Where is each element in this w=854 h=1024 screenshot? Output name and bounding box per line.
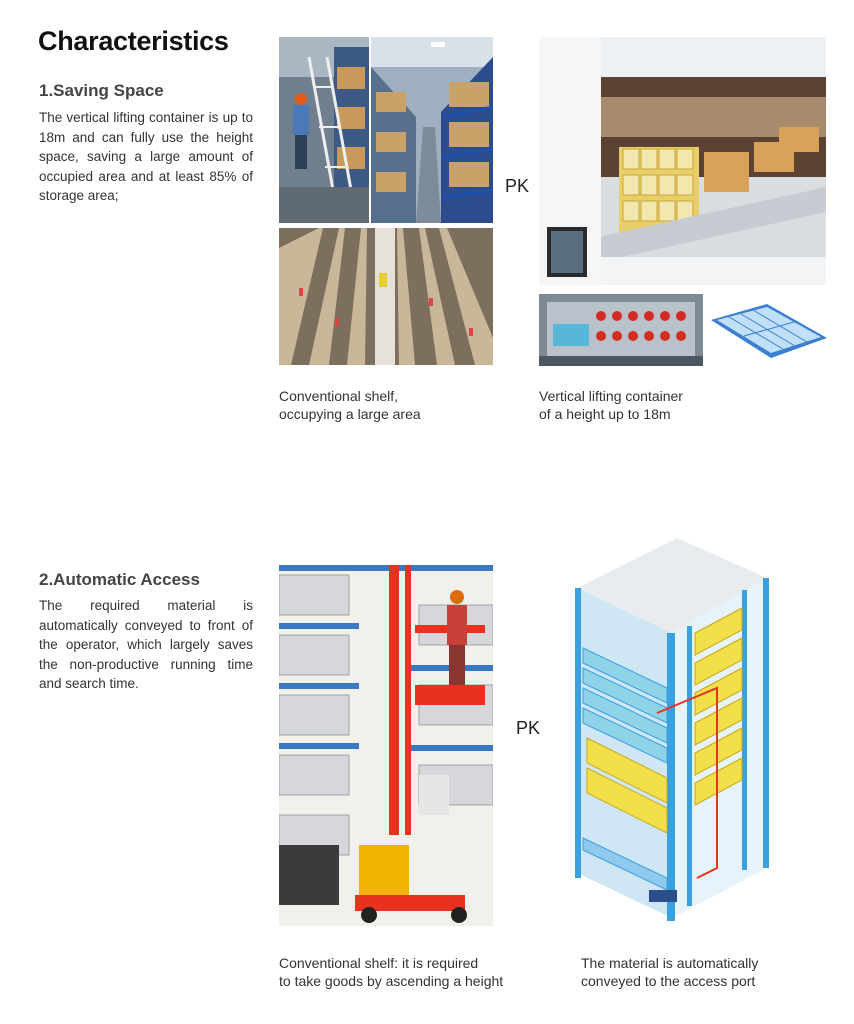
tray-items-photo xyxy=(539,294,703,366)
aerial-warehouse-photo xyxy=(279,228,493,365)
caption-auto-conveyed: The material is automatically conveyed to the access port xyxy=(581,955,759,989)
section-heading-saving-space: 1.Saving Space xyxy=(39,81,164,100)
versus-label-1: PK xyxy=(505,176,530,196)
section-body-saving-space: The vertical lifting container is up to 18m and can fully use the height space, saving a large amount of occupied area and at least 85% of storage area; xyxy=(39,110,253,203)
order-picker-lift-photo xyxy=(279,565,493,926)
caption-vertical-lift: Vertical lifting container of a height up to 18m xyxy=(539,388,683,422)
lift-container-interior-photo xyxy=(539,37,826,285)
section-heading-automatic-access: 2.Automatic Access xyxy=(39,570,200,589)
page-title: Characteristics xyxy=(38,26,229,56)
section-body-automatic-access: The required material is automatically conveyed to front of the operator, which largely saves the non-productive running time and search time. xyxy=(39,598,253,691)
caption-conventional-shelf: Conventional shelf, occupying a large area xyxy=(279,388,421,422)
versus-label-2: PK xyxy=(516,718,541,738)
warehouse-aisle-photo xyxy=(371,37,493,223)
ladder-worker-photo xyxy=(279,37,369,223)
vertical-lift-cutaway-illustration xyxy=(567,538,780,926)
blue-tray-illustration xyxy=(707,300,831,362)
caption-ascending-shelf: Conventional shelf: it is required to take goods by ascending a height xyxy=(279,955,504,989)
